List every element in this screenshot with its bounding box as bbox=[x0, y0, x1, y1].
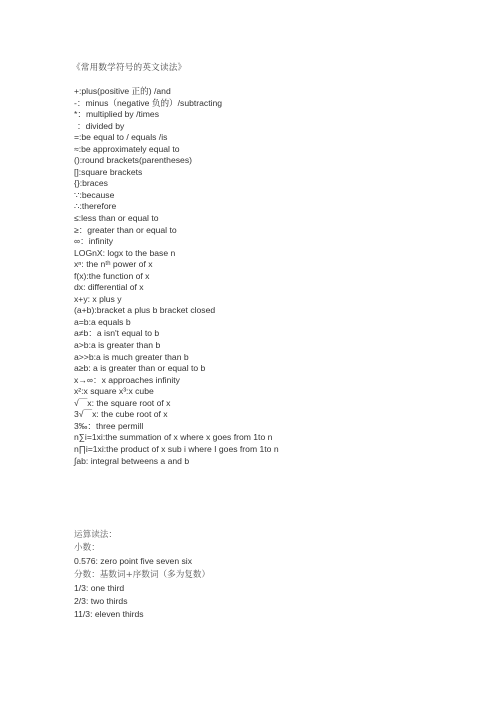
symbol-line: =:be equal to / equals /is bbox=[74, 132, 168, 143]
symbol-line: √￣x: the square root of x bbox=[74, 397, 171, 408]
symbol-line: x→∞：x approaches infinity bbox=[74, 374, 180, 385]
symbol-line: x²:x square x³:x cube bbox=[74, 386, 154, 397]
symbol-line: dx: differential of x bbox=[74, 282, 144, 293]
decimals-heading: 小数： bbox=[74, 543, 100, 554]
symbol-line: (a+b):bracket a plus b bracket closed bbox=[74, 305, 216, 316]
symbol-line: ∴:therefore bbox=[74, 201, 117, 212]
symbol-line: ≤:less than or equal to bbox=[74, 213, 159, 224]
symbol-line: ∵:because bbox=[74, 189, 115, 200]
fractions-heading: 分数：基数词+序数词（多为复数） bbox=[74, 569, 211, 580]
document-title: 《常用数学符号的英文读法》 bbox=[72, 63, 187, 73]
symbol-line: {}:braces bbox=[74, 178, 108, 189]
symbol-line: LOGnX: logx to the base n bbox=[74, 247, 176, 258]
symbol-line: a≥b: a is greater than or equal to b bbox=[74, 363, 206, 374]
symbol-line: x+y: x plus y bbox=[74, 293, 122, 304]
symbol-line: a>b:a is greater than b bbox=[74, 340, 161, 351]
symbol-line: ≥：greater than or equal to bbox=[74, 224, 177, 235]
decimal-example: 0.576: zero point five seven six bbox=[74, 556, 192, 567]
fraction-example: 2/3: two thirds bbox=[74, 595, 128, 606]
symbol-line: xⁿ: the nᵗʰ power of x bbox=[74, 259, 153, 270]
operations-heading: 运算读法： bbox=[74, 530, 117, 540]
symbol-line: 3√￣x: the cube root of x bbox=[74, 409, 168, 420]
symbol-line: a>>b:a is much greater than b bbox=[74, 351, 189, 362]
symbol-line: ：divided by bbox=[77, 120, 125, 131]
symbol-line: 3‰：three permill bbox=[74, 420, 144, 431]
fraction-example: 11/3: eleven thirds bbox=[74, 609, 144, 620]
symbol-line: []:square brackets bbox=[74, 166, 143, 177]
symbol-line: ∫ab: integral betweens a and b bbox=[74, 455, 190, 466]
symbol-line: *：multiplied by /times bbox=[74, 109, 160, 120]
symbol-line: a≠b：a isn't equal to b bbox=[74, 328, 160, 339]
fraction-example: 1/3: one third bbox=[74, 582, 125, 593]
symbol-line: +:plus(positive 正的) /and bbox=[74, 86, 171, 96]
symbol-list bbox=[74, 86, 474, 467]
symbol-line: a=b:a equals b bbox=[74, 316, 131, 327]
symbol-line: f(x):the function of x bbox=[74, 270, 150, 281]
symbol-line: n∏i=1xi:the product of x sub i where I goes from 1to n bbox=[74, 443, 279, 454]
operations-section bbox=[74, 529, 474, 621]
symbol-line: ():round brackets(parentheses) bbox=[74, 155, 192, 166]
symbol-line: n∑i=1xi:the summation of x where x goes from 1to n bbox=[74, 432, 273, 443]
symbol-line: -：minus（negative 负的）/subtracting bbox=[74, 97, 223, 108]
symbol-line: ∞：infinity bbox=[74, 236, 114, 247]
symbol-line: ≈:be approximately equal to bbox=[74, 143, 180, 154]
